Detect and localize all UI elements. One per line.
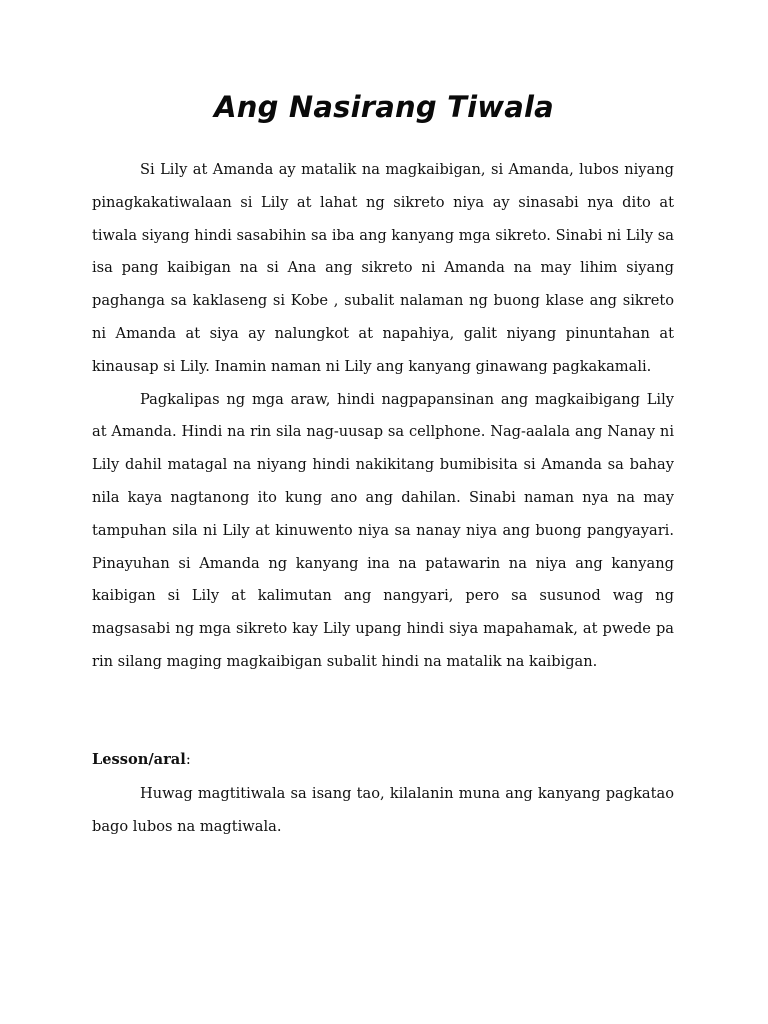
lesson-paragraph: Huwag magtitiwala sa isang tao, kilalanin muna ang kanyang pagkatao bago lubos na magtiwala. [92,785,674,835]
story-paragraph-1: Si Lily at Amanda ay matalik na magkaibigan, si Amanda, lubos niyang pinagkakatiwalaan si Lily at lahat ng sikreto niya ay sinasabi nya dito at tiwala siyang hindi sasabihin sa iba ang kanyang mga sikreto. Sinabi ni Lily sa isa pang kaibigan na si Ana ang sikreto ni Amanda na may lihim siyang paghanga sa kaklaseng si Kobe , subalit nalaman ng buong klase ang sikreto ni Amanda at siya ay nalungkot at napahiya, galit niyang pinuntahan at kinausap si Lily. Inamin naman ni Lily ang kanyang ginawang pagkakamali. [92,161,674,375]
lesson-heading: Lesson/aral [92,751,186,768]
lesson-colon: : [185,751,191,768]
lesson-heading-line [92,744,674,777]
story-body [92,154,674,679]
story-paragraph-2: Pagkalipas ng mga araw, hindi nagpapansinan ang magkaibigang Lily at Amanda. Hindi na rin sila nag-uusap sa cellphone. Nag-aalala ang Nanay ni Lily dahil matagal na niyang hindi nakikitang bumibisita si Amanda sa bahay nila kaya nagtanong ito kung ano ang dahilan. Sinabi naman nya na may tampuhan sila ni Lily at kinuwento niya sa nanay niya ang buong pangyayari. Pinayuhan si Amanda ng kanyang ina na patawarin na niya ang kanyang kaibigan si Lily at kalimutan ang nangyari, pero sa susunod wag ng magsasabi ng mga sikreto kay Lily upang hindi siya mapahamak, at pwede pa rin silang maging magkaibigan subalit hindi na matalik na kaibigan. [92,390,674,670]
document-title: Ang Nasirang Tiwala [214,90,554,124]
lesson-body [92,778,674,844]
